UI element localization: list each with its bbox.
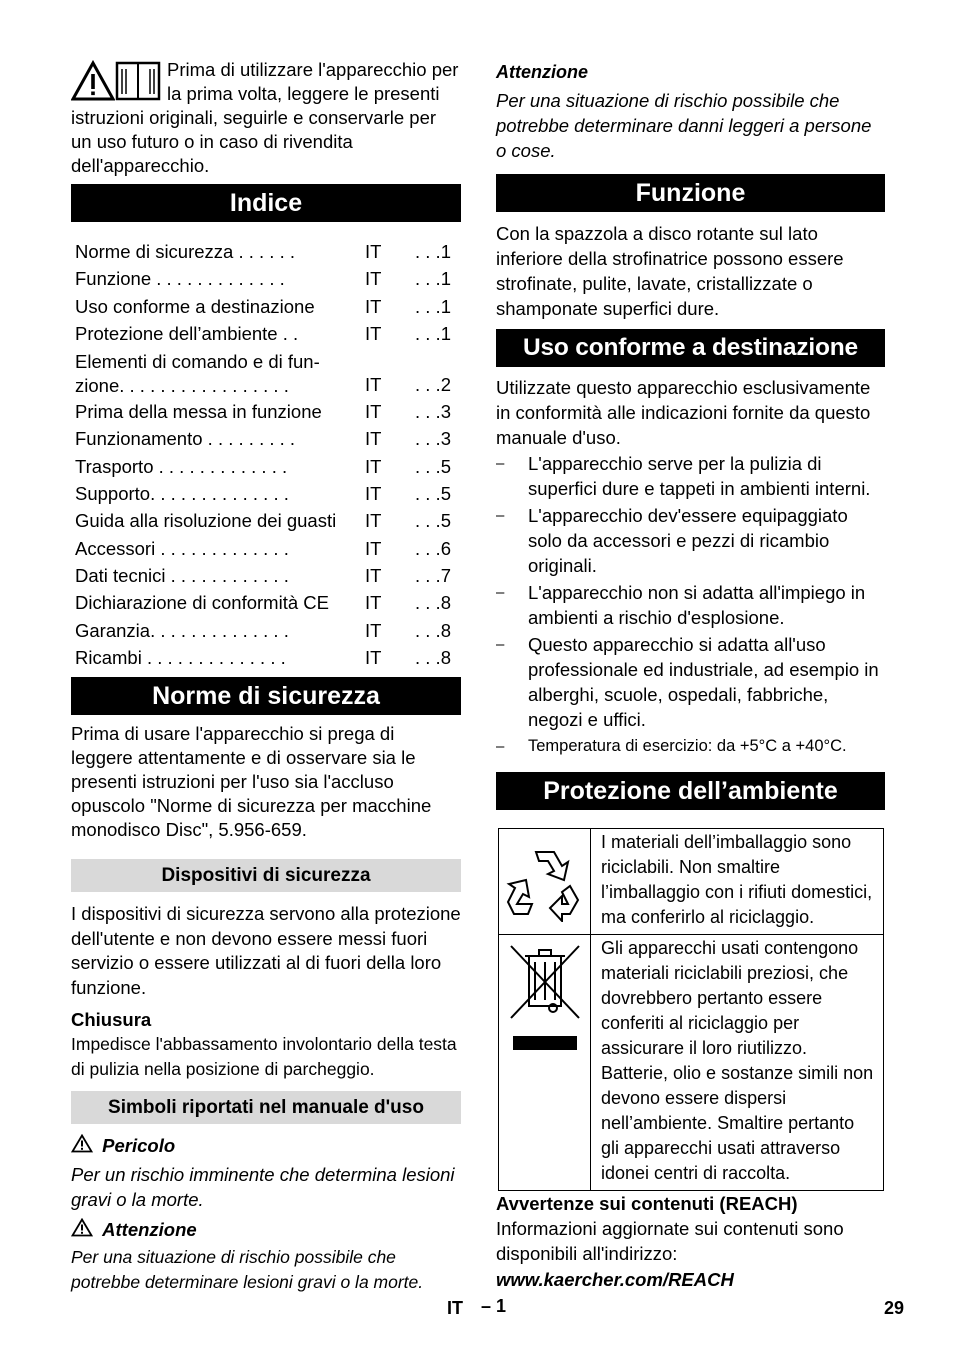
toc-page: . . .8: [415, 592, 451, 614]
list-item: – L'apparecchio serve per la pulizia di superfici dure e tappeti in ambienti interni.: [496, 451, 885, 501]
warning-text: Per una situazione di rischio possibile che potrebbe determinare lesioni gravi o la morte.: [71, 1247, 424, 1293]
toc-title-text: Dichiarazione di conformità CE: [75, 592, 329, 614]
toc-page: . . .5: [415, 510, 451, 532]
danger-label: Pericolo: [102, 1135, 176, 1157]
toc-page: . . .3: [415, 428, 451, 450]
weee-cell: [499, 935, 591, 1191]
toc-page: . . .1: [415, 322, 451, 344]
toc-title-text: Supporto: [75, 483, 151, 505]
reach-url[interactable]: www.kaercher.com/REACH: [496, 1269, 734, 1290]
toc-row[interactable]: [75, 453, 461, 480]
environment-title: Protezione dell’ambiente: [496, 772, 885, 810]
toc-title: [75, 425, 365, 452]
warning-heading: [71, 1217, 461, 1242]
list-item: – L'apparecchio non si adatta all'impiego in ambienti a rischio d'esplosione.: [496, 580, 885, 630]
footer-lang: IT: [447, 1298, 463, 1318]
toc-title: [75, 644, 365, 671]
list-item: – L'apparecchio dev'essere equipaggiato solo da accessori e pezzi di ricambio originali.: [496, 503, 885, 578]
toc-title-text: Protezione dell’ambiente: [75, 322, 278, 344]
toc-title-text: zione: [75, 375, 120, 397]
toc-page: . . .1: [415, 295, 451, 317]
toc-title: [75, 265, 365, 292]
toc-leader-dots: . . . . . . . . . . . . .: [153, 455, 288, 477]
toc-row[interactable]: [75, 507, 461, 534]
toc-title-text: Trasporto: [75, 455, 154, 477]
weee-text: Gli apparecchi usati contengono materiali riciclabili preziosi, che dovrebbero pertanto essere conferiti al riciclaggio per assicurare il loro riutilizzo. Batterie, olio e sostanze simili non devono essere dispersi nell’ambiente. Smaltire pertanto gli apparecchi usati attraverso idonei centri di raccolta.: [591, 935, 884, 1191]
toc-row[interactable]: [75, 293, 461, 320]
symbols-title: Simboli riportati nel manuale d'uso: [71, 1091, 461, 1124]
toc-row[interactable]: [75, 350, 461, 398]
toc-row[interactable]: [75, 425, 461, 452]
toc-lang: IT: [365, 455, 382, 477]
manual-book-icon: [115, 61, 161, 101]
danger-text: Per un rischio imminente che determina lesioni gravi o la morte.: [71, 1164, 455, 1211]
devices-text: I dispositivi di sicurezza servono alla protezione dell'utente e non devono essere messi fuori servizio o essere utilizzati al di fuori della loro funzione.: [71, 903, 461, 998]
page-number: 29: [884, 1298, 905, 1318]
danger-heading: [71, 1133, 461, 1158]
toc-title-text: Guida alla risoluzione dei guasti: [75, 510, 337, 532]
toc-leader-dots: . . . . . . . . . . . . . .: [150, 483, 289, 505]
toc-lang: IT: [365, 373, 382, 395]
toc-leader-dots: . . . . . . . . . . . . .: [151, 268, 285, 290]
toc-page: . . .5: [415, 455, 451, 477]
crossed-bin-icon: [505, 942, 585, 1054]
use-list: [496, 451, 885, 759]
toc-row[interactable]: [75, 238, 461, 265]
toc-title: [75, 535, 365, 562]
warning-label: Attenzione: [102, 1219, 197, 1241]
reach-text: Informazioni aggiornate sui contenuti sono disponibili all'indirizzo:: [496, 1218, 844, 1264]
toc-title-text: Prima della messa in funzione: [75, 401, 322, 423]
toc-row[interactable]: [75, 535, 461, 562]
left-column: [71, 58, 461, 1295]
toc-title: [75, 617, 365, 644]
toc-title-text: Dati tecnici: [75, 564, 166, 586]
toc-leader-dots: . . . . . . . . . . . . . . . . .: [119, 375, 289, 397]
toc-leader-dots: . . . . . . . . . . . . . .: [141, 646, 286, 668]
toc-title: [75, 562, 365, 589]
toc-leader-dots: . . . . . . . . . . . .: [165, 564, 289, 586]
toc-page: . . .2: [415, 373, 451, 395]
right-column: [496, 58, 885, 1292]
toc-page: . . .8: [415, 619, 451, 641]
environment-table: [498, 828, 884, 1191]
warning-icon: [71, 1218, 93, 1237]
toc-page: . . .3: [415, 401, 451, 423]
closure-text: Impedisce l'abbassamento involontario della testa di pulizia nella posizione di parcheggio.: [71, 1034, 457, 1079]
toc-title: [75, 589, 365, 616]
toc-lang: IT: [365, 510, 382, 532]
toc-leader-dots: . . . . . . . . . . . . .: [155, 537, 289, 559]
toc-lang: IT: [365, 564, 382, 586]
toc-lang: IT: [365, 646, 382, 668]
toc-title: [75, 293, 365, 320]
intro-block: [71, 58, 461, 178]
toc-page: . . .8: [415, 646, 451, 668]
safety-title: Norme di sicurezza: [71, 677, 461, 715]
intro-text: Prima di utilizzare l'apparecchio per la prima volta, leggere le presenti istruzioni originali, seguirle e conservarle per un uso futuro o in caso di rivendita dell'apparecchio.: [71, 59, 459, 176]
recycle-icon: [506, 842, 584, 922]
toc-leader-dots: . . . . . . . . . . . . . .: [150, 619, 289, 641]
table-of-contents: [75, 238, 461, 671]
function-title: Funzione: [496, 174, 885, 212]
toc-lang: IT: [365, 322, 382, 344]
toc-lang: IT: [365, 428, 382, 450]
toc-title-text: Funzionamento: [75, 428, 203, 450]
toc-page: . . .7: [415, 564, 451, 586]
toc-lang: IT: [365, 537, 382, 559]
toc-title-text: Uso conforme a destinazione: [75, 295, 315, 317]
list-item: – Questo apparecchio si adatta all'uso professionale ed industriale, ad esempio in alberghi, scuole, ospedali, fabbriche, negozi e uffici.: [496, 632, 885, 732]
caution-text: Per una situazione di rischio possibile che potrebbe determinare danni leggeri a persone o cose.: [496, 90, 872, 161]
toc-lang: IT: [365, 401, 382, 423]
toc-row[interactable]: [75, 265, 461, 292]
toc-lang: IT: [365, 241, 382, 262]
toc-title: [75, 507, 365, 534]
use-title: Uso conforme a destinazione: [496, 329, 885, 367]
toc-title-text: Norme di sicurezza: [75, 241, 234, 262]
intro-icons: [71, 58, 167, 106]
toc-lang: IT: [365, 268, 382, 290]
toc-row[interactable]: [75, 480, 461, 507]
toc-title-text: Accessori: [75, 537, 156, 559]
toc-title-text: Ricambi: [75, 646, 142, 668]
reach-title: Avvertenze sui contenuti (REACH): [496, 1193, 798, 1214]
toc-title: [75, 320, 365, 347]
toc-title: [75, 398, 365, 425]
toc-title-text: Funzione: [75, 268, 152, 290]
toc-lang: IT: [365, 483, 382, 505]
warning-icon: [71, 1134, 93, 1153]
footer-local-page: – 1: [481, 1296, 507, 1316]
toc-leader-dots: . . . . . . . . .: [202, 428, 296, 450]
toc-page: . . .1: [415, 241, 451, 262]
toc-title-text: Elementi di comando e di fun-: [75, 351, 320, 373]
toc-lang: IT: [365, 295, 382, 317]
recycle-cell: [499, 829, 591, 935]
index-title: Indice: [71, 184, 461, 222]
toc-leader-dots: . .: [277, 322, 299, 344]
toc-row[interactable]: [75, 562, 461, 589]
toc-title: [75, 480, 365, 507]
closure-title: Chiusura: [71, 1009, 152, 1031]
toc-leader-dots: . . . . . .: [233, 241, 296, 262]
safety-text: Prima di usare l'apparecchio si prega di leggere attentamente e di osservare sia le presenti istruzioni per l'uso sia l'accluso opuscolo "Norme di sicurezza per macchine monodisco Disc", 5.956-659.: [71, 723, 432, 841]
toc-row[interactable]: [75, 589, 461, 616]
warning-icon: [71, 60, 115, 102]
devices-title: Dispositivi di sicurezza: [71, 859, 461, 892]
toc-title-text: Garanzia: [75, 619, 151, 641]
toc-lang: IT: [365, 592, 382, 614]
toc-lang: IT: [365, 619, 382, 641]
toc-row[interactable]: [75, 617, 461, 644]
recycle-text: I materiali dell’imballaggio sono riciclabili. Non smaltire l’imballaggio con i rifiuti domestici, ma conferirlo al riciclaggio.: [591, 829, 884, 935]
toc-row[interactable]: [75, 644, 461, 671]
function-text: Con la spazzola a disco rotante sul lato inferiore della strofinatrice possono essere strofinate, pulite, lavate, cristallizzate o shamponate superfici dure.: [496, 223, 844, 319]
toc-row[interactable]: [75, 398, 461, 425]
use-text: Utilizzate questo apparecchio esclusivamente in conformità alle indicazioni fornite da questo manuale d'uso.: [496, 377, 871, 448]
toc-page: . . .1: [415, 268, 451, 290]
toc-title: [75, 238, 365, 265]
caution-label: Attenzione: [496, 62, 588, 82]
toc-page: . . .6: [415, 537, 451, 559]
toc-title: [75, 453, 365, 480]
toc-page: . . .5: [415, 483, 451, 505]
toc-row[interactable]: [75, 320, 461, 347]
list-item: – Temperatura di esercizio: da +5°C a +40°C.: [496, 734, 885, 759]
toc-title: [75, 350, 365, 398]
